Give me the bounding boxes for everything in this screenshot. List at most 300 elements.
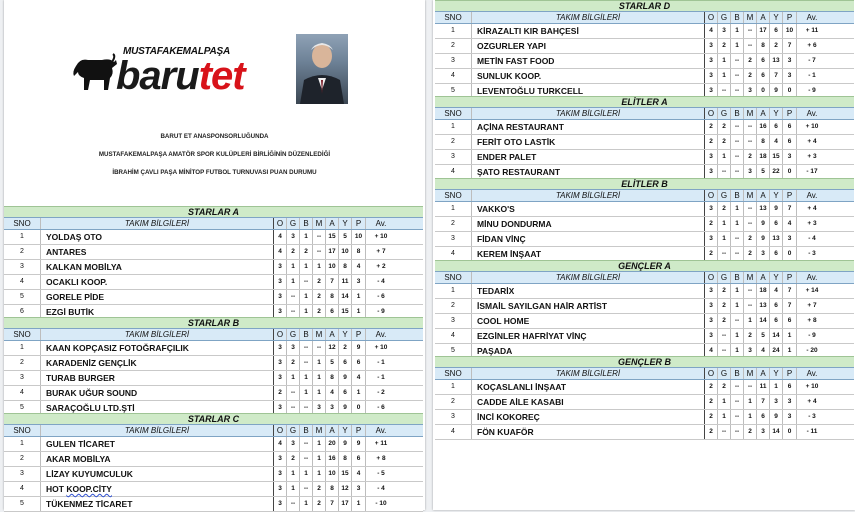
row-o: 3 xyxy=(705,39,718,53)
row-team-name: EZGİNLER HAFRİYAT VİNÇ xyxy=(472,329,705,343)
table-row xyxy=(435,425,854,440)
logo-main-a: baru xyxy=(116,54,199,98)
col-sno-header: SNO xyxy=(4,218,41,229)
logo-top-text: MUSTAFAKEMALPAŞA xyxy=(123,46,230,57)
row-a: 18 xyxy=(757,150,770,164)
row-o: 3 xyxy=(274,305,287,319)
col-av-header: Av. xyxy=(375,330,387,339)
row-y: 4 xyxy=(770,135,783,149)
row-y: 6 xyxy=(339,356,352,370)
row-p: 0 xyxy=(783,84,797,98)
group-title: GENÇLER B xyxy=(435,356,854,367)
row-sno: 4 xyxy=(4,386,41,400)
row-y: 9 xyxy=(770,84,783,98)
row-team-name: GULEN TİCARET xyxy=(41,437,274,451)
row-p: 6 xyxy=(783,314,797,328)
table-row xyxy=(4,275,423,290)
row-g: 1 xyxy=(287,260,300,274)
row-y: 9 xyxy=(339,437,352,451)
row-sno: 2 xyxy=(435,217,472,231)
row-o: 3 xyxy=(274,452,287,466)
row-o: 3 xyxy=(705,202,718,216)
row-g: 1 xyxy=(287,482,300,496)
row-g: 2 xyxy=(718,135,731,149)
col-a-header: A xyxy=(326,425,339,436)
row-m: 1 xyxy=(313,386,326,400)
col-y-header: Y xyxy=(339,425,352,436)
row-sno: 3 xyxy=(435,314,472,328)
row-b: -- xyxy=(300,341,313,355)
row-b: 1 xyxy=(300,305,313,319)
row-b: -- xyxy=(731,314,744,328)
row-a: 10 xyxy=(326,467,339,481)
table-row xyxy=(435,39,854,54)
row-team-name: KALKAN MOBİLYA xyxy=(41,260,274,274)
group-table xyxy=(4,413,423,512)
row-m: 1 xyxy=(744,410,757,424)
col-b-header: B xyxy=(731,272,744,283)
table-row xyxy=(4,341,423,356)
row-y: 14 xyxy=(770,425,783,439)
row-p: 7 xyxy=(783,299,797,313)
col-team-header: TAKIM BİLGİLERİ xyxy=(41,218,274,229)
row-team-name: HOT KOOP.CİTY xyxy=(41,482,274,496)
row-b: -- xyxy=(731,410,744,424)
row-m: -- xyxy=(744,39,757,53)
row-a: 8 xyxy=(326,290,339,304)
row-y: 9 xyxy=(770,410,783,424)
row-av: - 7 xyxy=(808,57,816,64)
barutet-logo xyxy=(72,46,277,102)
table-row xyxy=(4,371,423,386)
row-p: 0 xyxy=(783,425,797,439)
row-y: 24 xyxy=(770,344,783,358)
row-o: 3 xyxy=(705,232,718,246)
row-team-name: KİRAZALTI KIR BAHÇESİ xyxy=(472,24,705,38)
row-m: 3 xyxy=(313,401,326,415)
row-sno: 1 xyxy=(435,284,472,298)
row-b: 1 xyxy=(300,260,313,274)
col-a-header: A xyxy=(757,368,770,379)
col-o-header: O xyxy=(705,12,718,23)
row-y: 1 xyxy=(770,380,783,394)
group-title: ELİTLER A xyxy=(435,96,854,107)
row-y: 9 xyxy=(770,202,783,216)
table-row xyxy=(435,410,854,425)
row-o: 2 xyxy=(705,217,718,231)
row-m: -- xyxy=(313,245,326,259)
row-g: -- xyxy=(718,344,731,358)
row-p: 8 xyxy=(352,245,366,259)
row-team-name: KEREM İNŞAAT xyxy=(472,247,705,261)
table-row xyxy=(435,24,854,39)
col-sno-header: SNO xyxy=(435,368,472,379)
row-sno: 2 xyxy=(435,395,472,409)
row-y: 5 xyxy=(339,230,352,244)
group-title: STARLAR A xyxy=(4,206,423,217)
row-m: -- xyxy=(313,230,326,244)
col-m-header: M xyxy=(744,12,757,23)
row-sno: 4 xyxy=(435,69,472,83)
group-title: STARLAR D xyxy=(435,0,854,11)
column-header-row xyxy=(435,189,854,202)
group-table xyxy=(435,96,854,180)
row-g: 2 xyxy=(718,120,731,134)
row-p: 3 xyxy=(352,275,366,289)
row-p: 10 xyxy=(352,230,366,244)
spellcheck-mark: KOOP.CİTY xyxy=(66,484,112,494)
row-team-name: METİN FAST FOOD xyxy=(472,54,705,68)
col-sno-header: SNO xyxy=(435,190,472,201)
row-sno: 2 xyxy=(4,245,41,259)
row-a: 7 xyxy=(757,395,770,409)
row-team-name: COOL HOME xyxy=(472,314,705,328)
row-b: -- xyxy=(300,482,313,496)
row-sno: 4 xyxy=(4,482,41,496)
row-o: 2 xyxy=(705,425,718,439)
col-a-header: A xyxy=(326,329,339,340)
row-a: 3 xyxy=(326,401,339,415)
col-o-header: O xyxy=(705,272,718,283)
row-p: 4 xyxy=(352,467,366,481)
row-o: 3 xyxy=(274,341,287,355)
row-p: 1 xyxy=(783,329,797,343)
row-y: 14 xyxy=(339,290,352,304)
row-g: 1 xyxy=(718,54,731,68)
col-p-header: P xyxy=(783,368,797,379)
row-o: 3 xyxy=(705,299,718,313)
column-header-row xyxy=(435,367,854,380)
row-m: 2 xyxy=(313,497,326,511)
row-y: 9 xyxy=(339,371,352,385)
row-b: -- xyxy=(731,150,744,164)
col-av-header: Av. xyxy=(806,109,818,118)
row-av: + 10 xyxy=(374,233,388,240)
row-p: 3 xyxy=(783,54,797,68)
row-sno: 3 xyxy=(435,54,472,68)
col-av-header: Av. xyxy=(375,426,387,435)
col-sno-header: SNO xyxy=(4,425,41,436)
row-o: 2 xyxy=(705,247,718,261)
column-header-row xyxy=(4,328,423,341)
row-sno: 5 xyxy=(4,401,41,415)
col-team-header: TAKIM BİLGİLERİ xyxy=(472,108,705,119)
col-o-header: O xyxy=(274,218,287,229)
col-g-header: G xyxy=(718,190,731,201)
bull-icon xyxy=(72,52,118,94)
row-b: -- xyxy=(300,356,313,370)
logo-main-text xyxy=(116,52,245,100)
row-team-name: OZGURLER YAPI xyxy=(472,39,705,53)
row-m: 1 xyxy=(744,395,757,409)
row-m: 1 xyxy=(313,452,326,466)
row-b: -- xyxy=(731,54,744,68)
table-row xyxy=(435,232,854,247)
row-team-name: TEDARİX xyxy=(472,284,705,298)
row-a: 18 xyxy=(757,284,770,298)
col-y-header: Y xyxy=(770,368,783,379)
row-p: 0 xyxy=(352,401,366,415)
row-a: 16 xyxy=(326,452,339,466)
row-y: 3 xyxy=(770,395,783,409)
row-team-name: ŞATO RESTAURANT xyxy=(472,165,705,179)
row-av: - 17 xyxy=(806,168,818,175)
row-b: -- xyxy=(731,395,744,409)
col-a-header: A xyxy=(757,272,770,283)
row-b: 1 xyxy=(300,230,313,244)
table-row xyxy=(435,284,854,299)
row-o: 3 xyxy=(274,260,287,274)
row-m: -- xyxy=(744,380,757,394)
col-p-header: P xyxy=(352,425,366,436)
row-av: - 6 xyxy=(377,293,385,300)
col-av-header: Av. xyxy=(806,191,818,200)
col-p-header: P xyxy=(783,190,797,201)
row-b: 1 xyxy=(731,24,744,38)
row-team-name: TURAB BURGER xyxy=(41,371,274,385)
row-team-name: GORELE PİDE xyxy=(41,290,274,304)
row-m: -- xyxy=(744,120,757,134)
row-b: -- xyxy=(731,425,744,439)
row-team-name: LEVENTOĞLU TURKCELL xyxy=(472,84,705,98)
row-sno: 3 xyxy=(4,371,41,385)
group-title: GENÇLER A xyxy=(435,260,854,271)
column-header-row xyxy=(4,424,423,437)
row-av: + 11 xyxy=(805,27,819,34)
row-m: 1 xyxy=(313,467,326,481)
row-y: 8 xyxy=(339,452,352,466)
row-av: + 10 xyxy=(805,123,819,130)
row-m: -- xyxy=(744,299,757,313)
col-p-header: P xyxy=(352,329,366,340)
row-b: -- xyxy=(731,135,744,149)
row-b: 1 xyxy=(731,299,744,313)
row-a: 6 xyxy=(757,410,770,424)
row-p: 3 xyxy=(783,395,797,409)
row-av: + 10 xyxy=(374,344,388,351)
col-b-header: B xyxy=(731,108,744,119)
column-header-row xyxy=(435,107,854,120)
col-o-header: O xyxy=(274,329,287,340)
row-av: - 4 xyxy=(377,485,385,492)
row-a: 3 xyxy=(757,425,770,439)
row-p: 4 xyxy=(783,217,797,231)
row-o: 3 xyxy=(705,150,718,164)
row-b: 1 xyxy=(300,467,313,481)
row-sno: 4 xyxy=(435,247,472,261)
row-m: 3 xyxy=(744,344,757,358)
row-g: -- xyxy=(718,84,731,98)
col-b-header: B xyxy=(731,368,744,379)
row-sno: 2 xyxy=(435,299,472,313)
row-a: 5 xyxy=(757,329,770,343)
row-b: -- xyxy=(731,247,744,261)
column-header-row xyxy=(435,271,854,284)
col-o-header: O xyxy=(274,425,287,436)
row-team-name: İNCİ KOKOREÇ xyxy=(472,410,705,424)
row-g: 2 xyxy=(718,380,731,394)
row-m: -- xyxy=(744,217,757,231)
col-b-header: B xyxy=(300,425,313,436)
table-row xyxy=(435,314,854,329)
row-g: -- xyxy=(287,401,300,415)
row-b: -- xyxy=(300,275,313,289)
logo-main-b: tet xyxy=(198,54,245,98)
row-team-name: PAŞADA xyxy=(472,344,705,358)
row-o: 4 xyxy=(705,344,718,358)
col-p-header: P xyxy=(783,108,797,119)
row-av: - 5 xyxy=(377,470,385,477)
row-team-name: BURAK UĞUR SOUND xyxy=(41,386,274,400)
row-a: 5 xyxy=(326,356,339,370)
row-b: 1 xyxy=(300,497,313,511)
row-b: -- xyxy=(300,452,313,466)
row-b: -- xyxy=(731,69,744,83)
row-g: 2 xyxy=(718,314,731,328)
row-sno: 2 xyxy=(4,452,41,466)
row-g: -- xyxy=(718,425,731,439)
row-av: - 9 xyxy=(377,308,385,315)
row-sno: 4 xyxy=(435,165,472,179)
row-o: 3 xyxy=(274,467,287,481)
row-sno: 1 xyxy=(4,437,41,451)
row-sno: 4 xyxy=(435,425,472,439)
col-a-header: A xyxy=(757,12,770,23)
col-y-header: Y xyxy=(339,218,352,229)
row-team-name: İSMAİL SAYILGAN HAİR ARTİST xyxy=(472,299,705,313)
row-a: 8 xyxy=(326,482,339,496)
col-team-header: TAKIM BİLGİLERİ xyxy=(472,12,705,23)
group-title: STARLAR C xyxy=(4,413,423,424)
row-team-name: VAKKO'S xyxy=(472,202,705,216)
col-m-header: M xyxy=(313,218,326,229)
row-y: 17 xyxy=(339,497,352,511)
row-sno: 5 xyxy=(4,497,41,511)
row-g: 2 xyxy=(287,452,300,466)
row-a: 11 xyxy=(757,380,770,394)
row-y: 4 xyxy=(770,284,783,298)
col-sno-header: SNO xyxy=(435,12,472,23)
col-team-header: TAKIM BİLGİLERİ xyxy=(41,425,274,436)
row-av: - 4 xyxy=(377,278,385,285)
row-y: 6 xyxy=(770,247,783,261)
table-row xyxy=(4,437,423,452)
row-g: 2 xyxy=(718,202,731,216)
row-sno: 3 xyxy=(435,150,472,164)
row-a: 10 xyxy=(326,260,339,274)
col-y-header: Y xyxy=(770,108,783,119)
row-g: 2 xyxy=(718,299,731,313)
row-g: -- xyxy=(718,165,731,179)
col-o-header: O xyxy=(705,108,718,119)
col-sno-header: SNO xyxy=(435,272,472,283)
row-g: 3 xyxy=(287,230,300,244)
row-sno: 5 xyxy=(435,344,472,358)
col-a-header: A xyxy=(757,108,770,119)
row-y: 15 xyxy=(339,467,352,481)
col-team-header: TAKIM BİLGİLERİ xyxy=(472,272,705,283)
row-m: 1 xyxy=(313,260,326,274)
row-y: 6 xyxy=(770,217,783,231)
row-team-name: KARADENİZ GENÇLİK xyxy=(41,356,274,370)
row-g: 1 xyxy=(287,371,300,385)
row-av: - 1 xyxy=(808,72,816,79)
row-p: 7 xyxy=(783,202,797,216)
table-row xyxy=(435,217,854,232)
row-g: -- xyxy=(718,247,731,261)
row-p: 0 xyxy=(783,165,797,179)
table-row xyxy=(4,245,423,260)
row-y: 13 xyxy=(770,54,783,68)
column-header-row xyxy=(435,11,854,24)
table-row xyxy=(4,356,423,371)
group-table xyxy=(435,356,854,440)
row-o: 3 xyxy=(705,284,718,298)
row-a: 17 xyxy=(326,245,339,259)
row-y: 9 xyxy=(339,401,352,415)
row-y: 2 xyxy=(770,39,783,53)
row-b: -- xyxy=(731,84,744,98)
row-g: 1 xyxy=(718,150,731,164)
row-av: + 7 xyxy=(807,302,817,309)
row-y: 10 xyxy=(339,245,352,259)
row-a: 5 xyxy=(757,165,770,179)
row-m: 2 xyxy=(744,425,757,439)
col-m-header: M xyxy=(744,108,757,119)
col-m-header: M xyxy=(744,368,757,379)
row-g: 1 xyxy=(287,467,300,481)
row-sno: 1 xyxy=(4,230,41,244)
row-g: 2 xyxy=(718,39,731,53)
row-p: 6 xyxy=(783,380,797,394)
row-team-name: ANTARES xyxy=(41,245,274,259)
row-y: 13 xyxy=(770,232,783,246)
row-p: 4 xyxy=(352,371,366,385)
row-b: -- xyxy=(731,120,744,134)
row-m: 2 xyxy=(313,482,326,496)
row-m: 2 xyxy=(313,305,326,319)
row-team-name: KOÇASLANLI İNŞAAT xyxy=(472,380,705,394)
row-b: -- xyxy=(731,165,744,179)
row-m: 1 xyxy=(313,437,326,451)
row-y: 6 xyxy=(770,314,783,328)
row-g: 1 xyxy=(718,69,731,83)
row-b: 1 xyxy=(300,371,313,385)
col-g-header: G xyxy=(718,12,731,23)
row-p: 7 xyxy=(783,284,797,298)
row-av: - 9 xyxy=(808,87,816,94)
table-row xyxy=(435,202,854,217)
row-y: 2 xyxy=(339,341,352,355)
col-sno-header: SNO xyxy=(435,108,472,119)
row-av: - 10 xyxy=(375,500,387,507)
col-b-header: B xyxy=(300,329,313,340)
row-av: + 11 xyxy=(374,440,388,447)
row-sno: 2 xyxy=(4,356,41,370)
row-y: 22 xyxy=(770,165,783,179)
row-a: 14 xyxy=(757,314,770,328)
col-y-header: Y xyxy=(770,190,783,201)
row-m: 3 xyxy=(744,165,757,179)
row-a: 13 xyxy=(757,202,770,216)
row-m: 1 xyxy=(744,314,757,328)
row-team-name: AÇİNA RESTAURANT xyxy=(472,120,705,134)
row-b: -- xyxy=(300,437,313,451)
row-g: 1 xyxy=(718,232,731,246)
row-team-name: FÖN KUAFÖR xyxy=(472,425,705,439)
col-b-header: B xyxy=(731,12,744,23)
row-o: 4 xyxy=(705,24,718,38)
